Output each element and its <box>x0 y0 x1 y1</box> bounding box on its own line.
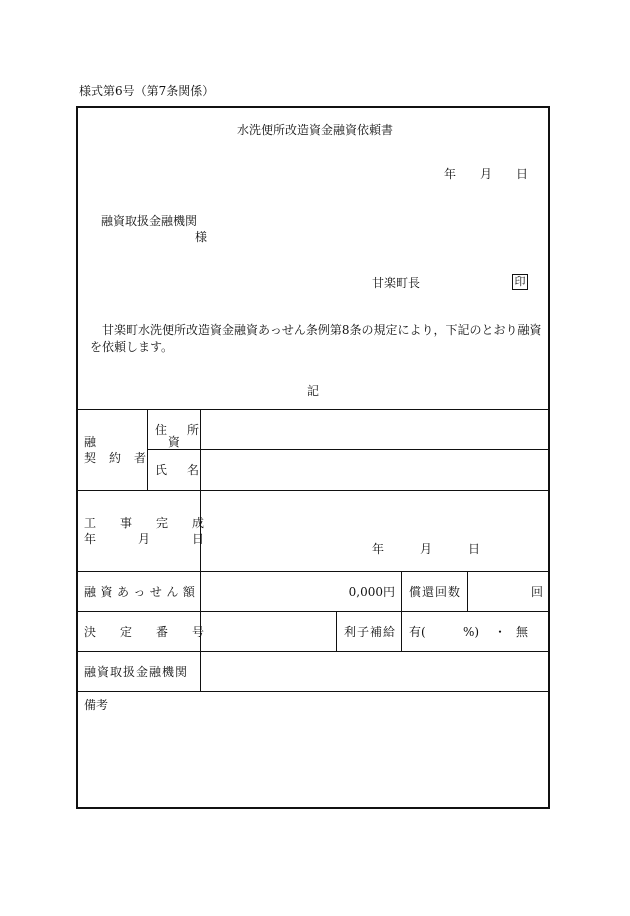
remarks-label: 備考 <box>84 698 109 712</box>
bank-label: 融資取扱金融機関 <box>84 665 189 679</box>
seal-mark: 印 <box>512 274 528 290</box>
amount-value: 0,000円 <box>348 585 395 599</box>
address-label: 住所 <box>155 423 220 437</box>
completion-year-label: 年 <box>372 542 385 556</box>
borrower-label-line2: 契約者 <box>84 451 160 465</box>
table-line-completion-bottom <box>76 571 550 572</box>
document-title: 水洗便所改造資金融資依頼書 <box>236 123 393 137</box>
borrower-label-line1: 融 資 <box>84 435 214 449</box>
table-line-borrower-mid <box>147 449 550 450</box>
table-vline-borrower <box>147 409 148 490</box>
table-vline-repay <box>467 571 468 611</box>
repay-count-unit: 回 <box>531 585 544 599</box>
table-vline-amount <box>401 571 402 611</box>
interest-percent-close: %) <box>463 625 480 639</box>
interest-separator: ・ <box>494 625 507 639</box>
completion-day-label: 日 <box>468 542 481 556</box>
table-line-decision-bottom <box>76 651 550 652</box>
date-day-label: 日 <box>516 167 529 181</box>
addressee-institution: 融資取扱金融機関 <box>101 214 198 228</box>
form-number: 様式第6号（第7条関係） <box>79 84 215 98</box>
table-vline-decision <box>336 611 337 651</box>
name-label: 氏名 <box>155 463 220 477</box>
repay-count-label: 償還回数 <box>409 585 462 599</box>
request-body-text: 甘楽町水洗便所改造資金融資あっせん条例第8条の規定により，下記のとおり融資を依頼します。 <box>90 323 542 354</box>
table-line-borrower-bottom <box>76 490 550 491</box>
completion-label-line1: 工事完成 <box>84 516 229 530</box>
ki-heading: 記 <box>307 384 320 398</box>
interest-subsidy-label: 利子補給 <box>344 625 397 639</box>
date-month-label: 月 <box>480 167 493 181</box>
completion-month-label: 月 <box>420 542 433 556</box>
amount-label: 融資あっせん額 <box>84 585 200 599</box>
table-vline-label <box>200 409 201 691</box>
table-vline-interest <box>401 611 402 651</box>
interest-yes-option: 有( <box>409 625 426 639</box>
table-line-bank-bottom <box>76 691 550 692</box>
decision-number-label: 決定番号 <box>84 625 229 639</box>
addressee-honorific: 様 <box>195 230 208 244</box>
completion-label-line2: 年月日 <box>84 532 247 546</box>
interest-no-option: 無 <box>516 625 529 639</box>
table-line-amount-bottom <box>76 611 550 612</box>
date-year-label: 年 <box>444 167 457 181</box>
sender-mayor: 甘楽町長 <box>372 276 421 290</box>
